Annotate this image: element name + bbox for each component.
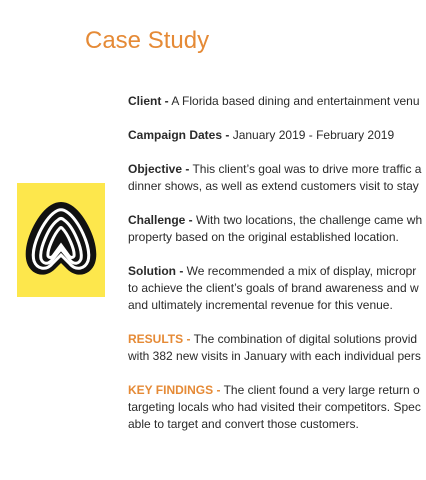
page-title: Case Study: [85, 27, 210, 54]
campaign-dates-section: [128, 127, 426, 144]
results-line-1: [128, 331, 426, 348]
client-line: [128, 93, 426, 110]
solution-line-2: to achieve the client’s goals of brand awareness and w: [128, 281, 419, 295]
key-findings-section: [128, 382, 426, 433]
challenge-section: [128, 212, 426, 246]
objective-line-1: [128, 161, 426, 178]
challenge-line-2: property based on the original established location.: [128, 230, 399, 244]
solution-text-1: We recommended a mix of display, micropr: [183, 264, 417, 278]
key-findings-line-2: targeting locals who had visited their competitors. Spec: [128, 400, 421, 414]
results-line-2: with 382 new visits in January with each individual pers: [128, 349, 421, 363]
client-label: Client -: [128, 94, 169, 108]
challenge-line-1: [128, 212, 426, 229]
results-label: RESULTS -: [128, 332, 191, 346]
results-section: [128, 331, 426, 365]
campaign-dates-label: Campaign Dates -: [128, 128, 230, 142]
objective-line-2: dinner shows, as well as extend customers visit to stay: [128, 179, 419, 193]
key-findings-label: KEY FINDINGS -: [128, 383, 221, 397]
stylized-a-logo-icon: [17, 183, 105, 297]
challenge-text-1: With two locations, the challenge came wh: [192, 213, 423, 227]
case-study-body: [128, 93, 426, 450]
campaign-dates-line: [128, 127, 426, 144]
solution-section: [128, 263, 426, 314]
solution-line-3: and ultimately incremental revenue for this venue.: [128, 298, 393, 312]
key-findings-text-1: The client found a very large return o: [220, 383, 420, 397]
results-text-1: The combination of digital solutions provid: [190, 332, 418, 346]
key-findings-line-3: able to target and convert those customers.: [128, 417, 359, 431]
solution-line-1: [128, 263, 426, 280]
objective-section: [128, 161, 426, 195]
objective-label: Objective -: [128, 162, 190, 176]
objective-text-1: This client’s goal was to drive more traffic a: [189, 162, 422, 176]
challenge-label: Challenge -: [128, 213, 193, 227]
key-findings-line-1: [128, 382, 426, 399]
solution-label: Solution -: [128, 264, 184, 278]
campaign-dates-text: January 2019 - February 2019: [229, 128, 395, 142]
client-section: [128, 93, 426, 110]
client-text: A Florida based dining and entertainment venu: [168, 94, 420, 108]
logo: [17, 183, 105, 297]
